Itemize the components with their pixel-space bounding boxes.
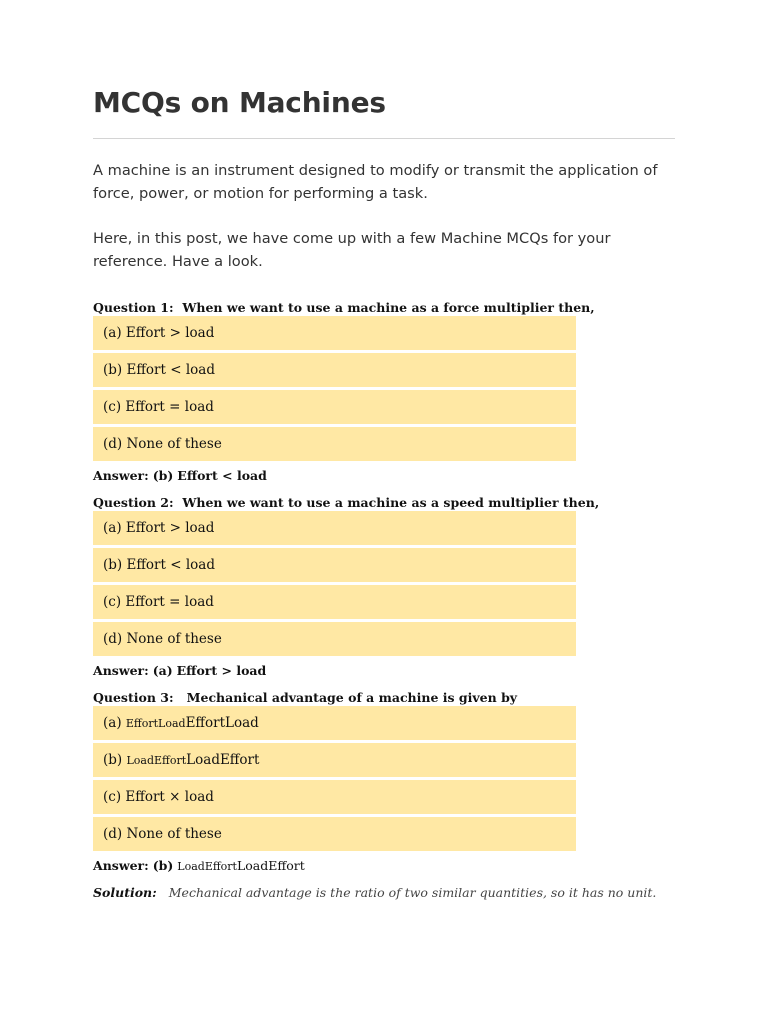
page-title: MCQs on Machines (93, 86, 386, 119)
answer-text: Effort < load (177, 468, 267, 483)
question-text: When we want to use a machine as a speed multiplier then, (182, 495, 600, 510)
option-prefix: (c) (103, 594, 122, 610)
option-c[interactable] (93, 390, 576, 424)
option-text: None of these (126, 436, 222, 452)
answer-fraction: LoadEffort (177, 860, 237, 873)
options-list (93, 511, 576, 656)
option-b[interactable] (93, 548, 576, 582)
answer-label: Answer: (93, 663, 149, 678)
option-prefix: (d) (103, 436, 123, 452)
question-block-3 (93, 690, 693, 874)
option-prefix: (b) (103, 752, 123, 768)
answer-prefix: (b) (152, 468, 174, 483)
option-a[interactable] (93, 316, 576, 350)
option-text: Effort < load (126, 362, 215, 378)
options-list (93, 316, 576, 461)
option-text: None of these (126, 826, 222, 842)
options-list (93, 706, 576, 851)
option-text: Effort × load (125, 789, 214, 805)
option-b[interactable] (93, 353, 576, 387)
answer-prefix: (b) (152, 858, 174, 873)
option-c[interactable] (93, 780, 576, 814)
option-text: EffortLoad (185, 715, 259, 731)
option-text: Effort = load (125, 399, 214, 415)
option-prefix: (a) (103, 715, 122, 731)
option-prefix: (b) (103, 557, 123, 573)
option-text: Effort > load (125, 520, 215, 536)
answer-3 (93, 858, 693, 874)
answer-text: Effort > load (176, 663, 267, 678)
answer-label: Answer: (93, 468, 149, 483)
option-text: LoadEffort (186, 752, 260, 768)
option-prefix: (c) (103, 399, 122, 415)
solution-label: Solution: (93, 885, 157, 900)
intro-paragraph-1: A machine is an instrument designed to modify or transmit the application of force, power, or motion for performing a task. (93, 162, 658, 202)
option-fraction: EffortLoad (125, 717, 186, 730)
option-a[interactable] (93, 706, 576, 740)
option-d[interactable] (93, 427, 576, 461)
question-text: When we want to use a machine as a force multiplier then, (182, 300, 595, 315)
question-label: Question 2: (93, 495, 174, 510)
intro-paragraph-2: Here, in this post, we have come up with a few Machine MCQs for your reference. Have a look. (93, 230, 611, 270)
question-block-2 (93, 495, 693, 679)
option-prefix: (b) (103, 362, 123, 378)
question-3 (93, 690, 693, 706)
option-b[interactable] (93, 743, 576, 777)
solution (93, 885, 656, 900)
question-block-1 (93, 300, 693, 484)
option-fraction: LoadEffort (126, 754, 187, 767)
answer-2 (93, 663, 693, 679)
question-label: Question 3: (93, 690, 174, 705)
option-d[interactable] (93, 817, 576, 851)
question-label: Question 1: (93, 300, 174, 315)
solution-text: Mechanical advantage is the ratio of two similar quantities, so it has no unit. (168, 885, 657, 900)
question-1 (93, 300, 693, 316)
option-d[interactable] (93, 622, 576, 656)
option-a[interactable] (93, 511, 576, 545)
answer-text: LoadEffort (236, 858, 305, 873)
title-divider (93, 138, 675, 139)
option-prefix: (a) (103, 325, 122, 341)
option-prefix: (c) (103, 789, 122, 805)
option-text: None of these (126, 631, 222, 647)
option-text: Effort = load (125, 594, 214, 610)
option-text: Effort < load (126, 557, 215, 573)
option-prefix: (d) (103, 631, 123, 647)
option-text: Effort > load (125, 325, 215, 341)
option-prefix: (a) (103, 520, 122, 536)
answer-prefix: (a) (152, 663, 173, 678)
question-2 (93, 495, 693, 511)
answer-label: Answer: (93, 858, 149, 873)
option-c[interactable] (93, 585, 576, 619)
answer-1 (93, 468, 693, 484)
option-prefix: (d) (103, 826, 123, 842)
question-text: Mechanical advantage of a machine is given by (186, 690, 518, 705)
